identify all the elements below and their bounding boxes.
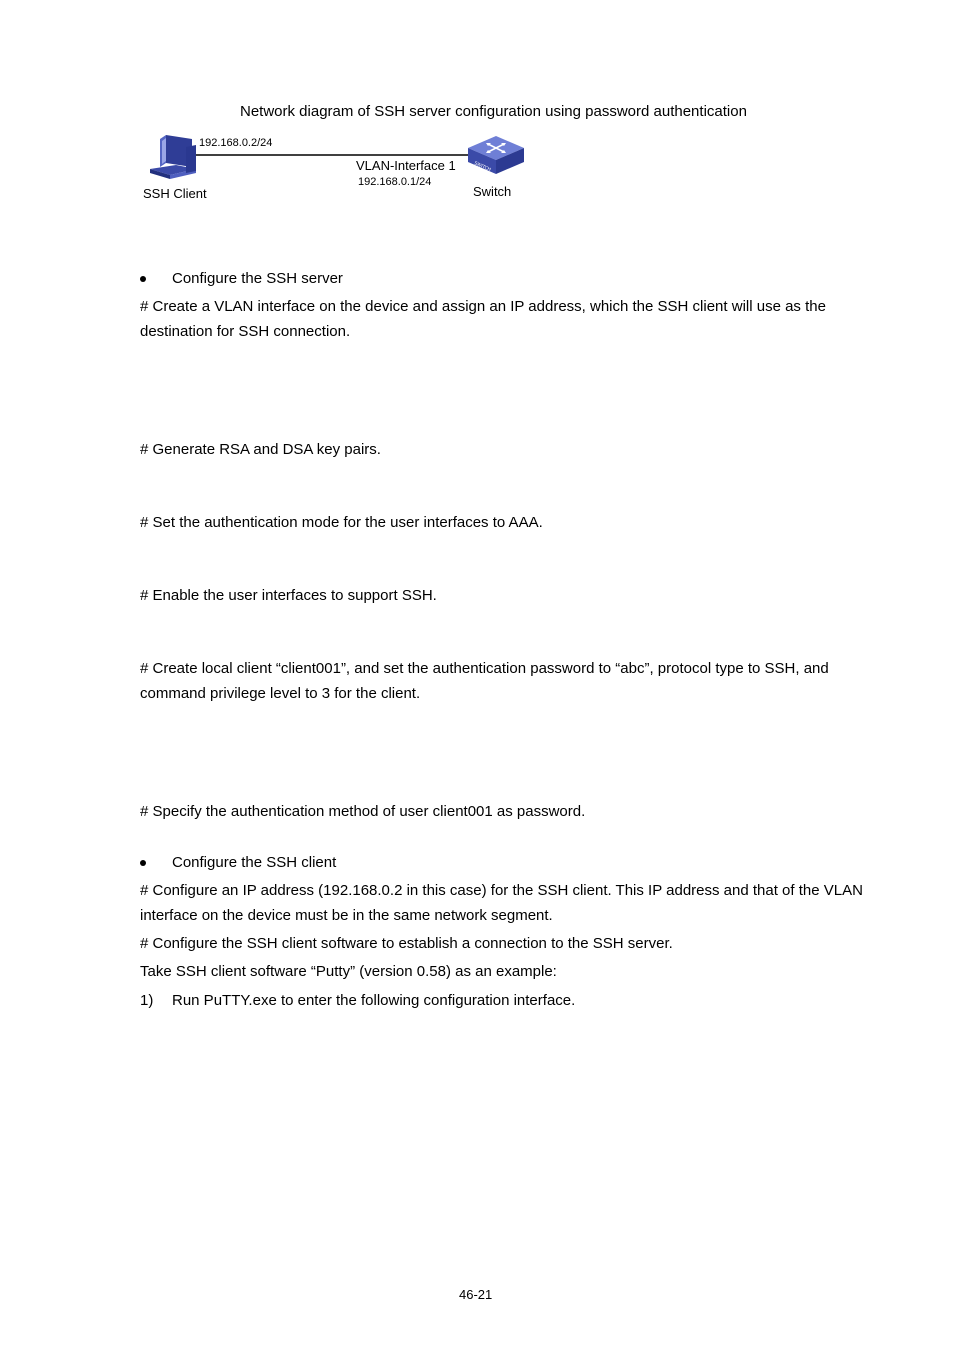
paragraph-create-vlan: # Create a VLAN interface on the device and assign an IP address, which the SSH client will use as the destination for SSH connection. — [140, 298, 826, 340]
interface-label: VLAN-Interface 1 — [356, 158, 456, 173]
bullet-icon — [140, 276, 146, 282]
switch-icon-text: SWITCH — [473, 161, 492, 174]
paragraph-auth-mode: # Set the authentication mode for the user interfaces to AAA. — [140, 514, 543, 531]
paragraph-putty-example: Take SSH client software “Putty” (version 0.58) as an example: — [140, 963, 557, 980]
paragraph-enable-ssh: # Enable the user interfaces to support SSH. — [140, 587, 437, 604]
paragraph-client-software: # Configure the SSH client software to establish a connection to the SSH server. — [140, 935, 673, 952]
client-ip-label: 192.168.0.2/24 — [199, 137, 273, 149]
ssh-client-label: SSH Client — [143, 186, 207, 201]
diagram-caption: Network diagram of SSH server configuration using password authentication — [240, 103, 747, 120]
paragraph-client-ip: # Configure an IP address (192.168.0.2 in this case) for the SSH client. This IP address and that of the VLAN interface on the device must be in the same network segment. — [140, 882, 863, 924]
paragraph-auth-method: # Specify the authentication method of user client001 as password. — [140, 803, 586, 820]
page-number: 46-21 — [459, 1287, 493, 1302]
step-text: Run PuTTY.exe to enter the following configuration interface. — [172, 992, 576, 1009]
paragraph-local-client: # Create local client “client001”, and set the authentication password to “abc”, protocol type to SSH, and command privilege level to 3 for the client. — [140, 660, 829, 702]
switch-icon — [466, 134, 526, 180]
paragraph-generate-keys: # Generate RSA and DSA key pairs. — [140, 441, 381, 458]
switch-label: Switch — [473, 184, 512, 199]
step-number: 1) — [140, 992, 154, 1009]
switch-ip-label: 192.168.0.1/24 — [358, 176, 432, 188]
bullet-icon — [140, 860, 146, 866]
pc-icon — [146, 133, 206, 183]
